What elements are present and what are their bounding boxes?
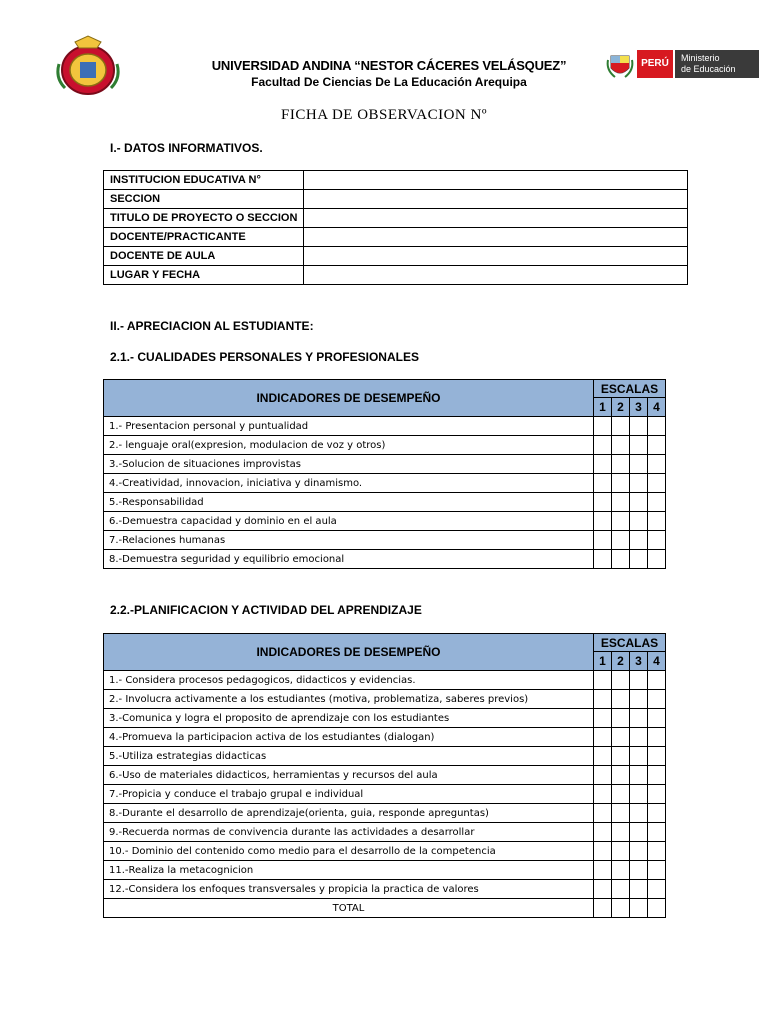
score-cell[interactable] xyxy=(647,512,665,531)
score-cell[interactable] xyxy=(611,880,629,899)
score-cell[interactable] xyxy=(647,842,665,861)
indicator-row xyxy=(104,417,666,436)
score-cell[interactable] xyxy=(593,455,611,474)
indicator-label: 6.-Uso de materiales didacticos, herramientas y recursos del aula xyxy=(104,766,594,785)
total-score-cell[interactable] xyxy=(611,899,629,918)
info-label: DOCENTE DE AULA xyxy=(104,247,304,266)
score-cell[interactable] xyxy=(647,531,665,550)
score-cell[interactable] xyxy=(611,436,629,455)
indicator-label: 3.-Comunica y logra el proposito de aprendizaje con los estudiantes xyxy=(104,709,594,728)
score-cell[interactable] xyxy=(629,531,647,550)
university-seal-icon xyxy=(55,34,121,98)
score-cell[interactable] xyxy=(629,804,647,823)
score-cell[interactable] xyxy=(593,842,611,861)
score-cell[interactable] xyxy=(611,785,629,804)
indicator-row xyxy=(104,455,666,474)
score-cell[interactable] xyxy=(647,690,665,709)
scale-header: ESCALAS xyxy=(593,380,665,398)
score-cell[interactable] xyxy=(647,766,665,785)
indicator-row xyxy=(104,728,666,747)
info-row xyxy=(104,190,688,209)
score-cell[interactable] xyxy=(629,747,647,766)
score-cell[interactable] xyxy=(611,709,629,728)
score-cell[interactable] xyxy=(647,550,665,569)
score-cell[interactable] xyxy=(593,671,611,690)
indicator-row xyxy=(104,880,666,899)
score-cell[interactable] xyxy=(629,455,647,474)
indicator-label: 8.-Durante el desarrollo de aprendizaje(orienta, guia, responde apreguntas) xyxy=(104,804,594,823)
indicator-row xyxy=(104,671,666,690)
score-cell[interactable] xyxy=(647,493,665,512)
info-row xyxy=(104,228,688,247)
info-value-field[interactable] xyxy=(304,247,688,266)
info-value-field[interactable] xyxy=(304,171,688,190)
score-cell[interactable] xyxy=(611,823,629,842)
indicator-label: 1.- Presentacion personal y puntualidad xyxy=(104,417,594,436)
score-cell[interactable] xyxy=(647,804,665,823)
score-cell[interactable] xyxy=(611,512,629,531)
score-cell[interactable] xyxy=(611,842,629,861)
info-row xyxy=(104,266,688,285)
peru-badge: PERÚ xyxy=(637,50,673,78)
score-cell[interactable] xyxy=(611,766,629,785)
score-cell[interactable] xyxy=(647,436,665,455)
ministry-line-2: de Educación xyxy=(681,64,736,74)
total-row xyxy=(104,899,666,918)
indicator-label: 2.- lenguaje oral(expresion, modulacion de voz y otros) xyxy=(104,436,594,455)
form-title: FICHA DE OBSERVACION Nº xyxy=(281,107,487,123)
ministry-name xyxy=(675,50,759,78)
score-cell[interactable] xyxy=(611,861,629,880)
scale-header: ESCALAS xyxy=(593,634,665,652)
score-cell[interactable] xyxy=(629,728,647,747)
scale-number: 4 xyxy=(647,652,665,671)
total-score-cell[interactable] xyxy=(629,899,647,918)
score-cell[interactable] xyxy=(593,531,611,550)
score-cell[interactable] xyxy=(593,690,611,709)
info-value-field[interactable] xyxy=(304,228,688,247)
score-cell[interactable] xyxy=(629,785,647,804)
indicator-header: INDICADORES DE DESEMPEÑO xyxy=(104,634,594,671)
indicator-label: 5.-Utiliza estrategias didacticas xyxy=(104,747,594,766)
indicator-row xyxy=(104,823,666,842)
indicator-label: 9.-Recuerda normas de convivencia durante las actividades a desarrollar xyxy=(104,823,594,842)
score-cell[interactable] xyxy=(629,493,647,512)
indicator-row xyxy=(104,861,666,880)
indicator-row xyxy=(104,709,666,728)
score-cell[interactable] xyxy=(647,455,665,474)
indicator-row xyxy=(104,493,666,512)
score-cell[interactable] xyxy=(629,417,647,436)
indicator-row xyxy=(104,842,666,861)
peru-crest-icon xyxy=(605,50,635,80)
info-label: DOCENTE/PRACTICANTE xyxy=(104,228,304,247)
indicator-row xyxy=(104,785,666,804)
info-label: LUGAR Y FECHA xyxy=(104,266,304,285)
score-cell[interactable] xyxy=(647,785,665,804)
indicator-label: 7.-Propicia y conduce el trabajo grupal e individual xyxy=(104,785,594,804)
info-value-field[interactable] xyxy=(304,209,688,228)
info-value-field[interactable] xyxy=(304,266,688,285)
indicator-label: 4.-Creatividad, innovacion, iniciativa y dinamismo. xyxy=(104,474,594,493)
score-cell[interactable] xyxy=(593,785,611,804)
indicator-label: 5.-Responsabilidad xyxy=(104,493,594,512)
subsection2-heading: 2.2.-PLANIFICACION Y ACTIVIDAD DEL APRENDIZAJE xyxy=(110,603,422,617)
score-cell[interactable] xyxy=(611,474,629,493)
score-cell[interactable] xyxy=(593,823,611,842)
indicator-header: INDICADORES DE DESEMPEÑO xyxy=(104,380,594,417)
indicator-row xyxy=(104,690,666,709)
indicator-label: 10.- Dominio del contenido como medio para el desarrollo de la competencia xyxy=(104,842,594,861)
info-value-field[interactable] xyxy=(304,190,688,209)
section2-heading: II.- APRECIACION AL ESTUDIANTE: xyxy=(110,319,314,333)
indicator-row xyxy=(104,747,666,766)
indicator-row xyxy=(104,436,666,455)
score-cell[interactable] xyxy=(611,531,629,550)
score-cell[interactable] xyxy=(611,550,629,569)
scale-number: 2 xyxy=(611,398,629,417)
indicator-label: 7.-Relaciones humanas xyxy=(104,531,594,550)
scale-number: 3 xyxy=(629,652,647,671)
score-cell[interactable] xyxy=(593,880,611,899)
info-label: INSTITUCION EDUCATIVA N° xyxy=(104,171,304,190)
scale-number: 2 xyxy=(611,652,629,671)
score-cell[interactable] xyxy=(629,671,647,690)
indicator-row xyxy=(104,804,666,823)
score-cell[interactable] xyxy=(593,493,611,512)
score-cell[interactable] xyxy=(593,417,611,436)
score-cell[interactable] xyxy=(593,861,611,880)
faculty-name: Facultad De Ciencias De La Educación Arequipa xyxy=(251,75,527,89)
score-cell[interactable] xyxy=(611,417,629,436)
score-cell[interactable] xyxy=(611,804,629,823)
indicator-label: 8.-Demuestra seguridad y equilibrio emocional xyxy=(104,550,594,569)
scale-number: 3 xyxy=(629,398,647,417)
ministry-logo xyxy=(605,48,768,82)
total-score-cell[interactable] xyxy=(593,899,611,918)
score-cell[interactable] xyxy=(593,512,611,531)
indicator-label: 12.-Considera los enfoques transversales y propicia la practica de valores xyxy=(104,880,594,899)
score-cell[interactable] xyxy=(629,690,647,709)
score-cell[interactable] xyxy=(629,766,647,785)
score-cell[interactable] xyxy=(647,728,665,747)
indicator-label: 1.- Considera procesos pedagogicos, didacticos y evidencias. xyxy=(104,671,594,690)
score-cell[interactable] xyxy=(593,550,611,569)
score-cell[interactable] xyxy=(629,436,647,455)
score-cell[interactable] xyxy=(629,880,647,899)
score-cell[interactable] xyxy=(647,709,665,728)
info-table xyxy=(103,170,688,285)
score-cell[interactable] xyxy=(611,671,629,690)
total-score-cell[interactable] xyxy=(647,899,665,918)
score-cell[interactable] xyxy=(593,804,611,823)
scale-number: 4 xyxy=(647,398,665,417)
document-header xyxy=(55,30,735,100)
score-cell[interactable] xyxy=(629,512,647,531)
indicator-label: 2.- Involucra activamente a los estudiantes (motiva, problematiza, saberes previos) xyxy=(104,690,594,709)
score-cell[interactable] xyxy=(611,728,629,747)
section1-heading: I.- DATOS INFORMATIVOS. xyxy=(110,141,263,155)
score-cell[interactable] xyxy=(629,474,647,493)
score-cell[interactable] xyxy=(647,671,665,690)
scale-number: 1 xyxy=(593,398,611,417)
score-cell[interactable] xyxy=(611,690,629,709)
total-label: TOTAL xyxy=(104,899,594,918)
score-cell[interactable] xyxy=(593,766,611,785)
score-cell[interactable] xyxy=(629,550,647,569)
info-row xyxy=(104,171,688,190)
info-row xyxy=(104,209,688,228)
score-cell[interactable] xyxy=(647,861,665,880)
subsection1-heading: 2.1.- CUALIDADES PERSONALES Y PROFESIONALES xyxy=(110,350,419,364)
indicator-row xyxy=(104,550,666,569)
score-cell[interactable] xyxy=(647,823,665,842)
qualities-table xyxy=(103,379,666,569)
indicator-label: 4.-Promueva la participacion activa de los estudiantes (dialogan) xyxy=(104,728,594,747)
indicator-row xyxy=(104,531,666,550)
scale-number: 1 xyxy=(593,652,611,671)
score-cell[interactable] xyxy=(611,747,629,766)
score-cell[interactable] xyxy=(593,728,611,747)
university-name: UNIVERSIDAD ANDINA “NESTOR CÁCERES VELÁSQUEZ” xyxy=(211,58,567,73)
score-cell[interactable] xyxy=(647,880,665,899)
planning-table xyxy=(103,633,666,918)
indicator-row xyxy=(104,474,666,493)
info-row xyxy=(104,247,688,266)
info-label: TITULO DE PROYECTO O SECCION xyxy=(104,209,304,228)
indicator-label: 6.-Demuestra capacidad y dominio en el aula xyxy=(104,512,594,531)
score-cell[interactable] xyxy=(647,417,665,436)
indicator-row xyxy=(104,512,666,531)
score-cell[interactable] xyxy=(629,823,647,842)
score-cell[interactable] xyxy=(647,474,665,493)
ministry-line-1: Ministerio xyxy=(681,53,720,63)
score-cell[interactable] xyxy=(629,842,647,861)
score-cell[interactable] xyxy=(611,455,629,474)
score-cell[interactable] xyxy=(629,861,647,880)
score-cell[interactable] xyxy=(593,709,611,728)
score-cell[interactable] xyxy=(593,474,611,493)
score-cell[interactable] xyxy=(647,747,665,766)
info-label: SECCION xyxy=(104,190,304,209)
indicator-label: 3.-Solucion de situaciones improvistas xyxy=(104,455,594,474)
score-cell[interactable] xyxy=(593,436,611,455)
indicator-row xyxy=(104,766,666,785)
score-cell[interactable] xyxy=(593,747,611,766)
score-cell[interactable] xyxy=(629,709,647,728)
score-cell[interactable] xyxy=(611,493,629,512)
indicator-label: 11.-Realiza la metacognicion xyxy=(104,861,594,880)
